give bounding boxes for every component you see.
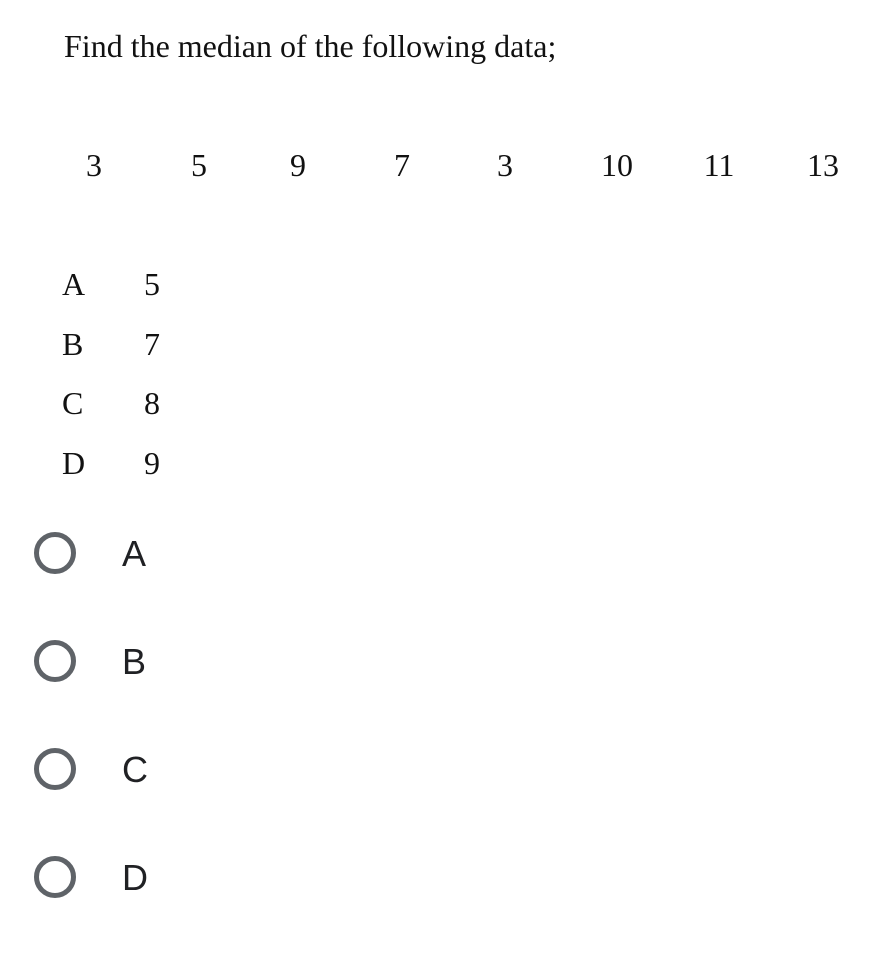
option-b[interactable] [32,638,332,746]
choice-letter: A [62,266,86,302]
choice-letter: C [62,385,84,421]
question-text: Find the median of the following data; [64,28,557,64]
radio-button-icon[interactable] [34,856,76,898]
data-value: 3 [497,147,513,183]
radio-button-icon[interactable] [34,532,76,574]
option-d[interactable] [32,854,332,962]
choice-value: 9 [144,444,160,481]
option-label: A [122,533,147,574]
radio-options-group [32,530,332,962]
data-value: 11 [703,147,735,183]
choice-value: 5 [144,266,160,302]
option-c[interactable] [32,746,332,854]
option-a[interactable] [32,530,332,638]
option-label: B [122,641,147,682]
option-label: D [122,857,148,898]
data-value: 13 [807,147,839,183]
radio-button-icon[interactable] [34,640,76,682]
choice-value: 7 [144,325,160,362]
radio-button-icon[interactable] [34,748,76,790]
data-value: 7 [394,147,410,183]
data-value: 5 [191,147,207,183]
choice-letter: D [62,444,86,481]
data-value: 9 [290,147,306,183]
data-value: 3 [86,147,102,183]
data-values-row [0,145,877,185]
data-value: 10 [601,147,633,183]
choice-value: 8 [144,385,160,421]
option-label: C [122,749,148,790]
choice-letter: B [62,325,84,362]
